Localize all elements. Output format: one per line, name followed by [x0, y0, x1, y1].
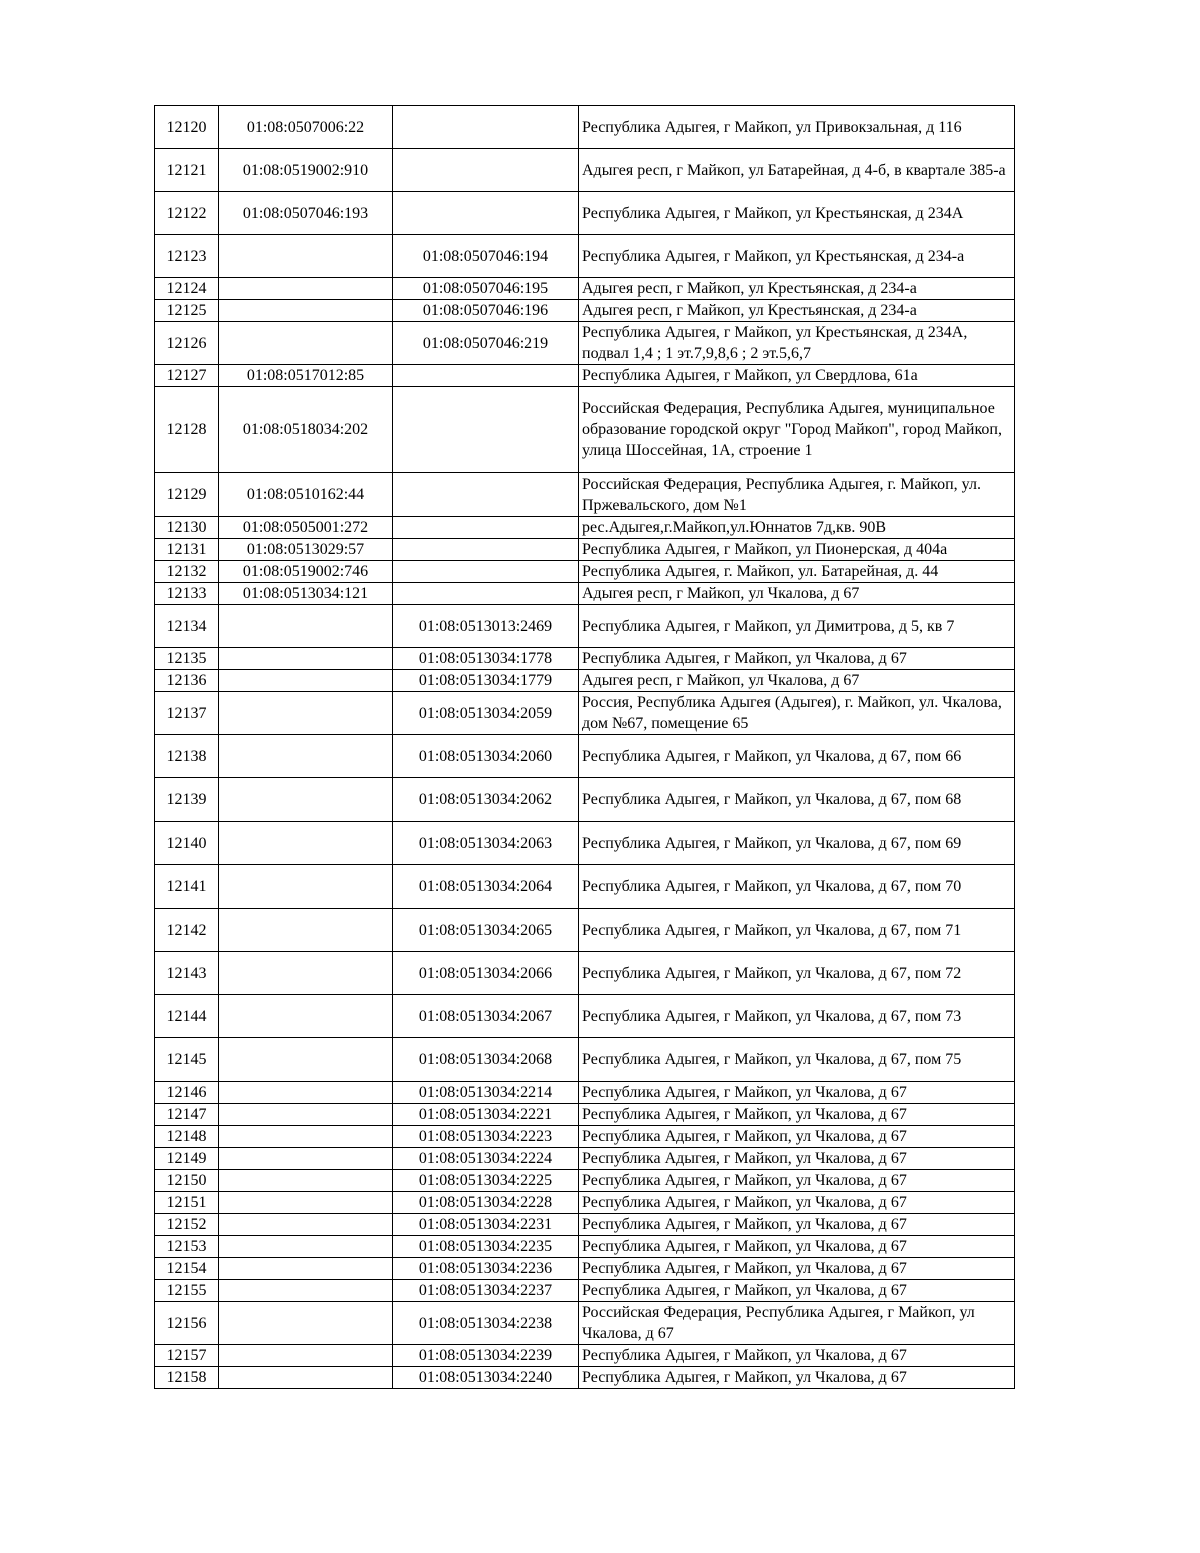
object-cadastral-number-cell: 01:08:0513034:2225: [393, 1170, 579, 1192]
table-row: [155, 778, 1015, 822]
address-cell: Республика Адыгея, г Майкоп, ул Пионерская, д 404а: [579, 539, 1015, 561]
table-row: [155, 149, 1015, 192]
land-cadastral-number-cell: [219, 778, 393, 822]
table-row: [155, 692, 1015, 735]
land-cadastral-number-cell: [219, 670, 393, 692]
row-number-cell: 12152: [155, 1214, 219, 1236]
row-number-cell: 12154: [155, 1258, 219, 1280]
object-cadastral-number-cell: [393, 517, 579, 539]
object-cadastral-number-cell: 01:08:0513034:2240: [393, 1367, 579, 1389]
address-cell: Республика Адыгея, г Майкоп, ул Крестьянская, д 234А: [579, 192, 1015, 235]
object-cadastral-number-cell: 01:08:0513034:2231: [393, 1214, 579, 1236]
address-cell: Республика Адыгея, г Майкоп, ул Чкалова, д 67: [579, 1367, 1015, 1389]
address-cell: Республика Адыгея, г Майкоп, ул Крестьянская, д 234А, подвал 1,4 ; 1 эт.7,9,8,6 ; 2 эт.5,6,7: [579, 322, 1015, 365]
object-cadastral-number-cell: 01:08:0513034:2062: [393, 778, 579, 822]
address-cell: Республика Адыгея, г. Майкоп, ул. Батарейная, д. 44: [579, 561, 1015, 583]
object-cadastral-number-cell: 01:08:0513034:2066: [393, 952, 579, 995]
table-row: [155, 517, 1015, 539]
table-row: [155, 648, 1015, 670]
address-cell: Республика Адыгея, г Майкоп, ул Чкалова, д 67: [579, 1104, 1015, 1126]
land-cadastral-number-cell: [219, 1104, 393, 1126]
table-row: [155, 1367, 1015, 1389]
address-cell: Республика Адыгея, г Майкоп, ул Чкалова, д 67, пом 69: [579, 822, 1015, 865]
address-cell: рес.Адыгея,г.Майкоп,ул.Юннатов 7д,кв. 90В: [579, 517, 1015, 539]
object-cadastral-number-cell: 01:08:0513034:1778: [393, 648, 579, 670]
table-row: [155, 278, 1015, 300]
table-row: [155, 1126, 1015, 1148]
land-cadastral-number-cell: 01:08:0507046:193: [219, 192, 393, 235]
land-cadastral-number-cell: 01:08:0513029:57: [219, 539, 393, 561]
table-row: [155, 1214, 1015, 1236]
land-cadastral-number-cell: [219, 1148, 393, 1170]
row-number-cell: 12124: [155, 278, 219, 300]
land-cadastral-number-cell: [219, 648, 393, 670]
records-table: [154, 105, 1015, 1389]
row-number-cell: 12140: [155, 822, 219, 865]
address-cell: Республика Адыгея, г Майкоп, ул Чкалова, д 67, пом 71: [579, 909, 1015, 952]
table-row: [155, 1302, 1015, 1345]
object-cadastral-number-cell: 01:08:0513034:2214: [393, 1082, 579, 1104]
land-cadastral-number-cell: [219, 1170, 393, 1192]
land-cadastral-number-cell: [219, 1082, 393, 1104]
table-row: [155, 235, 1015, 278]
address-cell: Республика Адыгея, г Майкоп, ул Чкалова, д 67: [579, 1345, 1015, 1367]
land-cadastral-number-cell: [219, 1126, 393, 1148]
land-cadastral-number-cell: 01:08:0518034:202: [219, 387, 393, 473]
address-cell: Республика Адыгея, г Майкоп, ул Чкалова, д 67: [579, 1280, 1015, 1302]
address-cell: Республика Адыгея, г Майкоп, ул Крестьянская, д 234-а: [579, 235, 1015, 278]
land-cadastral-number-cell: [219, 735, 393, 778]
row-number-cell: 12136: [155, 670, 219, 692]
address-cell: Республика Адыгея, г Майкоп, ул Чкалова, д 67: [579, 648, 1015, 670]
address-cell: Республика Адыгея, г Майкоп, ул Чкалова, д 67: [579, 1192, 1015, 1214]
object-cadastral-number-cell: 01:08:0513034:2067: [393, 995, 579, 1038]
land-cadastral-number-cell: 01:08:0519002:746: [219, 561, 393, 583]
object-cadastral-number-cell: 01:08:0513034:2068: [393, 1038, 579, 1082]
object-cadastral-number-cell: 01:08:0507046:219: [393, 322, 579, 365]
address-cell: Республика Адыгея, г Майкоп, ул Чкалова, д 67: [579, 1082, 1015, 1104]
object-cadastral-number-cell: 01:08:0513034:2065: [393, 909, 579, 952]
address-cell: Адыгея респ, г Майкоп, ул Батарейная, д 4-б, в квартале 385-а: [579, 149, 1015, 192]
row-number-cell: 12142: [155, 909, 219, 952]
address-cell: Адыгея респ, г Майкоп, ул Чкалова, д 67: [579, 670, 1015, 692]
object-cadastral-number-cell: 01:08:0507046:194: [393, 235, 579, 278]
object-cadastral-number-cell: 01:08:0507046:196: [393, 300, 579, 322]
table-row: [155, 473, 1015, 517]
land-cadastral-number-cell: [219, 1345, 393, 1367]
object-cadastral-number-cell: [393, 583, 579, 605]
object-cadastral-number-cell: 01:08:0513034:2236: [393, 1258, 579, 1280]
land-cadastral-number-cell: [219, 692, 393, 735]
row-number-cell: 12141: [155, 865, 219, 909]
address-cell: Адыгея респ, г Майкоп, ул Чкалова, д 67: [579, 583, 1015, 605]
address-cell: Республика Адыгея, г Майкоп, ул Чкалова, д 67, пом 72: [579, 952, 1015, 995]
address-cell: Республика Адыгея, г Майкоп, ул Чкалова, д 67, пом 66: [579, 735, 1015, 778]
land-cadastral-number-cell: 01:08:0507006:22: [219, 106, 393, 149]
row-number-cell: 12131: [155, 539, 219, 561]
land-cadastral-number-cell: [219, 1214, 393, 1236]
object-cadastral-number-cell: 01:08:0513013:2469: [393, 605, 579, 648]
address-cell: Республика Адыгея, г Майкоп, ул Свердлова, 61а: [579, 365, 1015, 387]
table-row: [155, 539, 1015, 561]
address-cell: Российская Федерация, Республика Адыгея, г. Майкоп, ул. Пржевальского, дом №1: [579, 473, 1015, 517]
row-number-cell: 12155: [155, 1280, 219, 1302]
row-number-cell: 12125: [155, 300, 219, 322]
table-row: [155, 1170, 1015, 1192]
object-cadastral-number-cell: 01:08:0513034:2221: [393, 1104, 579, 1126]
object-cadastral-number-cell: 01:08:0513034:2235: [393, 1236, 579, 1258]
land-cadastral-number-cell: [219, 865, 393, 909]
address-cell: Республика Адыгея, г Майкоп, ул Чкалова, д 67: [579, 1258, 1015, 1280]
land-cadastral-number-cell: [219, 909, 393, 952]
address-cell: Российская Федерация, Республика Адыгея, г Майкоп, ул Чкалова, д 67: [579, 1302, 1015, 1345]
address-cell: Республика Адыгея, г Майкоп, ул Чкалова, д 67: [579, 1170, 1015, 1192]
land-cadastral-number-cell: [219, 1280, 393, 1302]
object-cadastral-number-cell: 01:08:0513034:2064: [393, 865, 579, 909]
records-table-body: [155, 106, 1015, 1389]
land-cadastral-number-cell: [219, 1258, 393, 1280]
row-number-cell: 12146: [155, 1082, 219, 1104]
address-cell: Адыгея респ, г Майкоп, ул Крестьянская, д 234-а: [579, 278, 1015, 300]
land-cadastral-number-cell: [219, 822, 393, 865]
row-number-cell: 12158: [155, 1367, 219, 1389]
land-cadastral-number-cell: [219, 235, 393, 278]
table-row: [155, 365, 1015, 387]
row-number-cell: 12149: [155, 1148, 219, 1170]
row-number-cell: 12129: [155, 473, 219, 517]
table-row: [155, 192, 1015, 235]
row-number-cell: 12120: [155, 106, 219, 149]
row-number-cell: 12156: [155, 1302, 219, 1345]
table-row: [155, 1258, 1015, 1280]
land-cadastral-number-cell: 01:08:0517012:85: [219, 365, 393, 387]
table-row: [155, 387, 1015, 473]
land-cadastral-number-cell: 01:08:0513034:121: [219, 583, 393, 605]
object-cadastral-number-cell: [393, 561, 579, 583]
row-number-cell: 12147: [155, 1104, 219, 1126]
table-row: [155, 1345, 1015, 1367]
table-row: [155, 1104, 1015, 1126]
address-cell: Республика Адыгея, г Майкоп, ул Чкалова, д 67, пом 68: [579, 778, 1015, 822]
row-number-cell: 12148: [155, 1126, 219, 1148]
address-cell: Республика Адыгея, г Майкоп, ул Димитрова, д 5, кв 7: [579, 605, 1015, 648]
table-row: [155, 865, 1015, 909]
land-cadastral-number-cell: [219, 1192, 393, 1214]
row-number-cell: 12144: [155, 995, 219, 1038]
row-number-cell: 12145: [155, 1038, 219, 1082]
object-cadastral-number-cell: 01:08:0513034:2237: [393, 1280, 579, 1302]
address-cell: Российская Федерация, Республика Адыгея, муниципальное образование городской округ "Город Майкоп", город Майкоп, улица Шоссейная, 1А, строение 1: [579, 387, 1015, 473]
table-row: [155, 561, 1015, 583]
row-number-cell: 12126: [155, 322, 219, 365]
row-number-cell: 12135: [155, 648, 219, 670]
object-cadastral-number-cell: 01:08:0513034:1779: [393, 670, 579, 692]
land-cadastral-number-cell: [219, 952, 393, 995]
address-cell: Республика Адыгея, г Майкоп, ул Чкалова, д 67, пом 70: [579, 865, 1015, 909]
table-row: [155, 605, 1015, 648]
row-number-cell: 12133: [155, 583, 219, 605]
address-cell: Республика Адыгея, г Майкоп, ул Чкалова, д 67, пом 75: [579, 1038, 1015, 1082]
address-cell: Республика Адыгея, г Майкоп, ул Чкалова, д 67: [579, 1126, 1015, 1148]
land-cadastral-number-cell: 01:08:0510162:44: [219, 473, 393, 517]
table-row: [155, 583, 1015, 605]
row-number-cell: 12122: [155, 192, 219, 235]
table-row: [155, 1280, 1015, 1302]
table-row: [155, 995, 1015, 1038]
object-cadastral-number-cell: [393, 539, 579, 561]
land-cadastral-number-cell: [219, 1038, 393, 1082]
table-row: [155, 1082, 1015, 1104]
land-cadastral-number-cell: [219, 1236, 393, 1258]
table-row: [155, 1148, 1015, 1170]
row-number-cell: 12150: [155, 1170, 219, 1192]
table-row: [155, 1192, 1015, 1214]
row-number-cell: 12123: [155, 235, 219, 278]
object-cadastral-number-cell: 01:08:0513034:2060: [393, 735, 579, 778]
land-cadastral-number-cell: 01:08:0519002:910: [219, 149, 393, 192]
address-cell: Республика Адыгея, г Майкоп, ул Чкалова, д 67, пом 73: [579, 995, 1015, 1038]
row-number-cell: 12153: [155, 1236, 219, 1258]
table-row: [155, 822, 1015, 865]
address-cell: Республика Адыгея, г Майкоп, ул Чкалова, д 67: [579, 1148, 1015, 1170]
address-cell: Республика Адыгея, г Майкоп, ул Чкалова, д 67: [579, 1236, 1015, 1258]
row-number-cell: 12138: [155, 735, 219, 778]
land-cadastral-number-cell: [219, 1367, 393, 1389]
table-row: [155, 952, 1015, 995]
row-number-cell: 12132: [155, 561, 219, 583]
row-number-cell: 12151: [155, 1192, 219, 1214]
object-cadastral-number-cell: 01:08:0507046:195: [393, 278, 579, 300]
table-row: [155, 670, 1015, 692]
table-row: [155, 909, 1015, 952]
object-cadastral-number-cell: [393, 473, 579, 517]
table-row: [155, 1236, 1015, 1258]
address-cell: Адыгея респ, г Майкоп, ул Крестьянская, д 234-а: [579, 300, 1015, 322]
address-cell: Республика Адыгея, г Майкоп, ул Привокзальная, д 116: [579, 106, 1015, 149]
table-row: [155, 322, 1015, 365]
object-cadastral-number-cell: [393, 365, 579, 387]
row-number-cell: 12121: [155, 149, 219, 192]
table-row: [155, 1038, 1015, 1082]
object-cadastral-number-cell: [393, 192, 579, 235]
address-cell: Республика Адыгея, г Майкоп, ул Чкалова, д 67: [579, 1214, 1015, 1236]
row-number-cell: 12143: [155, 952, 219, 995]
land-cadastral-number-cell: [219, 1302, 393, 1345]
object-cadastral-number-cell: [393, 106, 579, 149]
table-row: [155, 106, 1015, 149]
land-cadastral-number-cell: [219, 605, 393, 648]
row-number-cell: 12134: [155, 605, 219, 648]
object-cadastral-number-cell: 01:08:0513034:2063: [393, 822, 579, 865]
land-cadastral-number-cell: [219, 300, 393, 322]
row-number-cell: 12128: [155, 387, 219, 473]
row-number-cell: 12130: [155, 517, 219, 539]
object-cadastral-number-cell: 01:08:0513034:2224: [393, 1148, 579, 1170]
object-cadastral-number-cell: 01:08:0513034:2239: [393, 1345, 579, 1367]
land-cadastral-number-cell: 01:08:0505001:272: [219, 517, 393, 539]
object-cadastral-number-cell: 01:08:0513034:2059: [393, 692, 579, 735]
row-number-cell: 12137: [155, 692, 219, 735]
object-cadastral-number-cell: [393, 149, 579, 192]
table-row: [155, 300, 1015, 322]
row-number-cell: 12157: [155, 1345, 219, 1367]
land-cadastral-number-cell: [219, 995, 393, 1038]
land-cadastral-number-cell: [219, 322, 393, 365]
land-cadastral-number-cell: [219, 278, 393, 300]
table-row: [155, 735, 1015, 778]
object-cadastral-number-cell: [393, 387, 579, 473]
object-cadastral-number-cell: 01:08:0513034:2223: [393, 1126, 579, 1148]
object-cadastral-number-cell: 01:08:0513034:2238: [393, 1302, 579, 1345]
object-cadastral-number-cell: 01:08:0513034:2228: [393, 1192, 579, 1214]
row-number-cell: 12127: [155, 365, 219, 387]
address-cell: Россия, Республика Адыгея (Адыгея), г. Майкоп, ул. Чкалова, дом №67, помещение 65: [579, 692, 1015, 735]
row-number-cell: 12139: [155, 778, 219, 822]
